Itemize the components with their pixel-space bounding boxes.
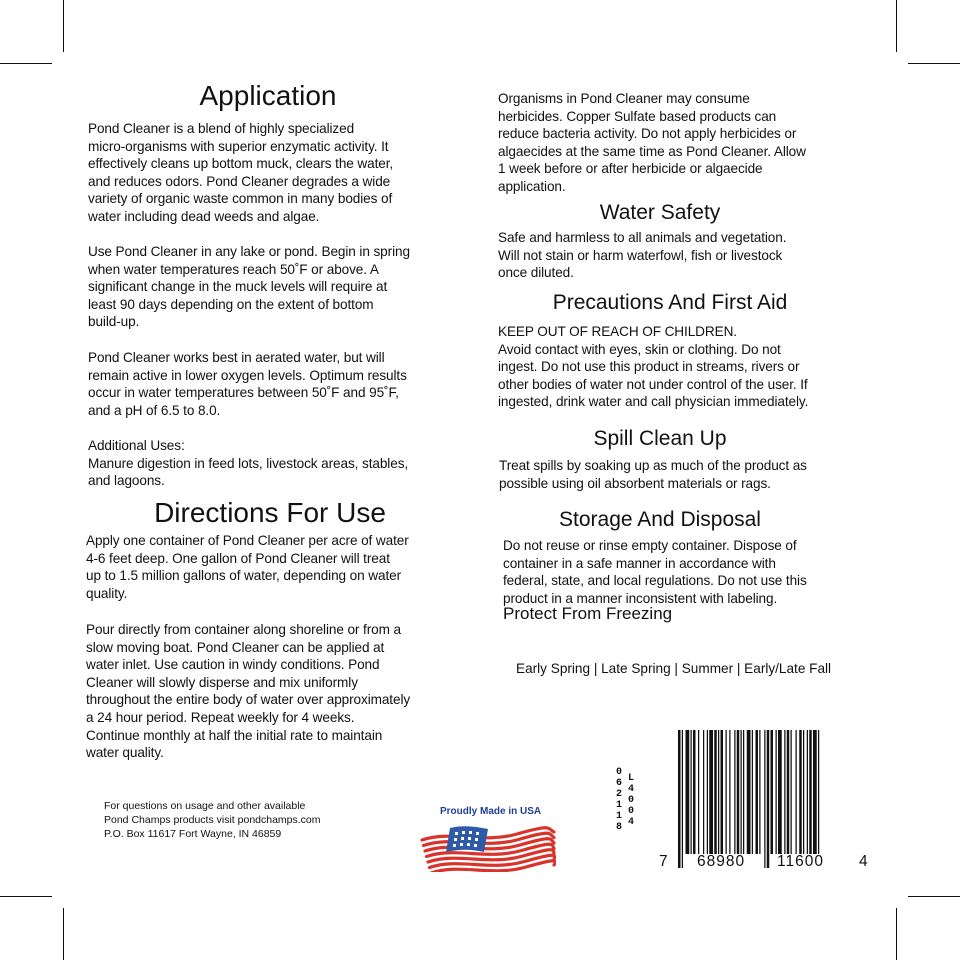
text-line: quality. — [86, 585, 128, 601]
flag-canton — [446, 826, 488, 852]
barcode-bar — [796, 730, 797, 854]
barcode-bar — [784, 730, 785, 854]
text-line: Safe and harmless to all animals and vegetation. — [498, 230, 787, 245]
text-line: Use Pond Cleaner in any lake or pond. Begin in spring — [88, 244, 410, 259]
crop-mark-right-bottom — [908, 896, 960, 897]
crop-mark-top-left — [63, 0, 64, 52]
text-line: Manure digestion in feed lots, livestock areas, stables, — [88, 455, 409, 471]
barcode-bar — [691, 730, 692, 854]
precautions-paragraph — [498, 323, 808, 411]
barcode-bar — [714, 730, 717, 854]
directions-paragraph-1 — [86, 532, 409, 602]
contact-line-1: For questions on usage and other available — [104, 800, 306, 812]
barcode-bar — [707, 730, 708, 854]
lot-code-char: 0 — [627, 795, 634, 806]
storage-heading: Storage And Disposal — [559, 508, 761, 531]
text-line: container in a safe manner in accordance with — [503, 555, 776, 571]
text-line: Additional Uses: — [88, 438, 185, 453]
text-line: other bodies of water not under control of the user. If — [498, 376, 808, 392]
text-line: least 90 days depending on the extent of bottom — [88, 296, 374, 312]
barcode-digit-first: 7 — [659, 853, 668, 870]
barcode-bar — [791, 730, 792, 854]
barcode-bar — [703, 730, 704, 854]
barcode-bar — [709, 730, 713, 854]
barcode-bar — [799, 730, 802, 854]
text-line: when water temperatures reach 50˚F or above. A — [88, 261, 379, 277]
text-line: and reduces odors. Pond Cleaner degrades a wide — [88, 173, 391, 189]
crop-mark-left-top — [0, 63, 52, 64]
barcode-bar — [693, 730, 696, 854]
text-line: ingested, drink water and call physician immediately. — [498, 394, 809, 410]
lot-code-char: 6 — [615, 778, 622, 789]
text-line: product in a manner inconsistent with labeling. — [503, 590, 778, 606]
text-line: federal, state, and local regulations. Do not use this — [503, 573, 807, 589]
water-safety-heading: Water Safety — [599, 201, 721, 224]
made-in-usa-label: Proudly Made in USA — [440, 806, 542, 817]
barcode-bar — [807, 730, 808, 854]
text-line: throughout the entire body of water over approximately — [86, 692, 411, 708]
directions-heading: Directions For Use — [154, 497, 386, 528]
barcode-bar — [771, 730, 774, 854]
text-line: possible using oil absorbent materials or rags. — [499, 475, 771, 491]
barcode-bar — [776, 730, 777, 854]
lot-code-column-1 — [614, 767, 624, 833]
text-line: and lagoons. — [88, 473, 165, 489]
text-line: slow moving boat. Pond Cleaner can be applied at — [86, 639, 385, 655]
text-line: Pond Cleaner is a blend of highly specialized — [88, 121, 355, 136]
upc-barcode — [678, 730, 858, 868]
application-seasons: Early Spring | Late Spring | Summer | Early/Late Fall — [516, 661, 832, 676]
barcode-bar — [734, 730, 735, 854]
text-line: herbicides. Copper Sulfate based products can — [498, 108, 777, 124]
barcode-bar — [752, 730, 753, 854]
lot-code-char: 4 — [627, 784, 634, 795]
barcode-bar — [698, 730, 699, 854]
text-line: up to 1.5 million gallons of water, depending on water — [86, 568, 402, 584]
crop-mark-left-bottom — [0, 896, 52, 897]
barcode-bar — [726, 730, 727, 854]
barcode-digits-left: 68980 — [697, 853, 746, 870]
text-line: Continue monthly at half the initial rate to maintain — [86, 727, 383, 743]
barcode-digit-last: 4 — [859, 853, 868, 870]
crop-mark-bottom-right — [896, 908, 897, 960]
barcode-bar — [678, 730, 681, 868]
text-line: water quality. — [86, 745, 164, 761]
precautions-heading: Precautions And First Aid — [552, 291, 788, 314]
text-line: remain active in lower oxygen levels. Optimum results — [88, 367, 407, 383]
crop-mark-bottom-left — [63, 908, 64, 960]
directions-paragraph-2 — [86, 621, 410, 762]
text-line: Do not reuse or rinse empty container. Dispose of — [503, 538, 797, 553]
text-line: reduce bacteria activity. Do not apply herbicides or — [498, 126, 797, 142]
barcode-bar — [718, 730, 719, 854]
barcode-bar — [803, 730, 804, 854]
barcode-bar — [818, 730, 819, 854]
crop-mark-top-right — [896, 0, 897, 52]
text-line: effectively cleans up bottom muck, clears the water, — [88, 156, 394, 172]
application-paragraph-3 — [88, 349, 407, 419]
organisms-paragraph — [498, 90, 806, 196]
lot-code-char: 4 — [627, 817, 634, 828]
text-line: KEEP OUT OF REACH OF CHILDREN. — [498, 324, 737, 339]
barcode-bar — [809, 730, 812, 854]
application-paragraph-1 — [88, 120, 393, 226]
text-line: 4-6 feet deep. One gallon of Pond Cleaner will treat — [86, 550, 390, 566]
barcode-bar — [729, 730, 730, 854]
text-line: Pour directly from container along shoreline or from a — [86, 622, 401, 637]
lot-code-column-2 — [626, 773, 636, 828]
application-paragraph-4 — [88, 437, 408, 490]
barcode-bar — [747, 730, 751, 854]
text-line: water including dead weeds and algae. — [88, 208, 320, 224]
text-line: a 24 hour period. Repeat weekly for 4 weeks. — [86, 709, 355, 725]
barcode-bar — [737, 730, 740, 854]
barcode-digits-right: 11600 — [777, 853, 824, 870]
text-line: Treat spills by soaking up as much of the product as — [499, 458, 807, 473]
lot-code-char: 2 — [615, 789, 622, 800]
text-line: variety of organic waste common in many bodies of — [88, 191, 393, 207]
contact-line-3: P.O. Box 11617 Fort Wayne, IN 46859 — [104, 828, 282, 840]
text-line: occur in water temperatures between 50˚F and 95˚F, — [88, 385, 399, 401]
barcode-bar — [764, 730, 765, 868]
text-line: algaecides at the same time as Pond Cleaner. Allow — [498, 143, 806, 159]
lot-code-char: 1 — [615, 811, 622, 822]
barcode-bar — [813, 730, 817, 854]
barcode-bar — [756, 730, 759, 854]
lot-code-char: 1 — [615, 800, 622, 811]
text-line: significant change in the muck levels will require at — [88, 279, 388, 295]
barcode-bar — [767, 730, 770, 868]
text-line: Cleaner will slowly disperse and mix uniformly — [86, 674, 358, 690]
barcode-bar — [759, 730, 760, 854]
text-line: Avoid contact with eyes, skin or clothing. Do not — [498, 341, 781, 357]
text-line: application. — [498, 178, 566, 194]
application-heading: Application — [199, 80, 337, 111]
barcode-bar — [682, 730, 683, 868]
barcode-bar — [686, 730, 690, 854]
contact-info — [104, 799, 321, 841]
barcode-bar — [741, 730, 742, 854]
barcode-bar — [743, 730, 744, 854]
lot-code-char: 8 — [615, 822, 622, 833]
text-line: Apply one container of Pond Cleaner per acre of water — [86, 533, 409, 548]
barcode-bar — [787, 730, 790, 854]
text-line: once diluted. — [498, 265, 574, 281]
lot-code-char: 0 — [627, 806, 634, 817]
text-line: Will not stain or harm waterfowl, fish or livestock — [498, 247, 783, 263]
lot-code-char: 0 — [615, 767, 622, 778]
text-line: ingest. Do not use this product in streams, rivers or — [498, 359, 800, 375]
crop-mark-right-top — [908, 63, 960, 64]
protect-from-freezing: Protect From Freezing — [503, 604, 673, 623]
text-line: water inlet. Use caution in windy conditions. Pond — [86, 657, 380, 673]
water-safety-paragraph — [498, 229, 786, 282]
text-line: micro-organisms with superior enzymatic activity. It — [88, 138, 389, 154]
barcode-bar — [721, 730, 724, 854]
contact-line-2: Pond Champs products visit pondchamps.com — [104, 814, 321, 826]
text-line: Organisms in Pond Cleaner may consume — [498, 91, 750, 106]
text-line: build-up. — [88, 314, 140, 330]
text-line: and a pH of 6.5 to 8.0. — [88, 402, 221, 418]
text-line: 1 week before or after herbicide or algaecide — [498, 161, 763, 177]
barcode-bar — [778, 730, 782, 854]
spill-paragraph — [499, 457, 807, 492]
text-line: Pond Cleaner works best in aerated water, but will — [88, 350, 385, 365]
spill-heading: Spill Clean Up — [593, 427, 727, 450]
application-paragraph-2 — [88, 243, 410, 331]
storage-paragraph — [503, 537, 807, 607]
lot-code-char: L — [627, 773, 634, 784]
usa-flag-icon — [420, 822, 556, 872]
